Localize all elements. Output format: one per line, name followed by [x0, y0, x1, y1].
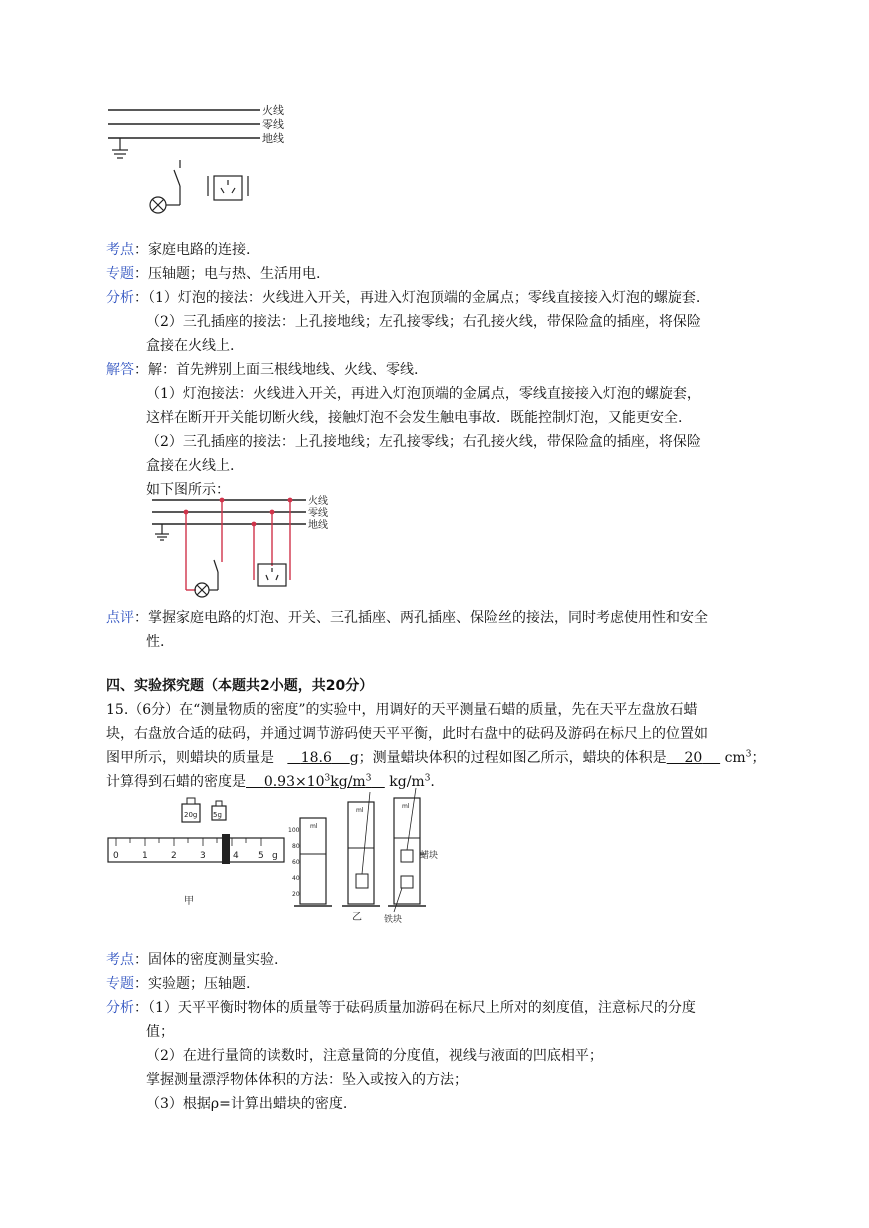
zhuanti-label-2: 专题	[106, 976, 134, 992]
volume-answer: 20	[684, 750, 703, 766]
volume-unit-exp: 3	[745, 749, 752, 760]
jieda-1	[106, 360, 418, 380]
tick-unit: g	[272, 851, 278, 861]
svg-text:20: 20	[292, 891, 300, 898]
live-wire-label-2: 火线	[308, 496, 328, 507]
density-unit: kg/m	[389, 774, 425, 790]
jieda-6: 如下图所示：	[146, 482, 230, 498]
svg-text:ml: ml	[356, 807, 364, 814]
jieda-3: 这样在断开开关能切断火线，接触灯泡不会发生触电事故．既能控制灯泡，又能更安全.	[146, 410, 683, 426]
mass-answer: 18.6	[300, 750, 332, 766]
kaodian-text: ：家庭电路的连接.	[134, 242, 251, 258]
fenxi-2-1	[106, 998, 696, 1018]
svg-text:60: 60	[292, 859, 300, 866]
q15-line-3	[106, 748, 765, 768]
q15-line-3d: ；	[751, 750, 766, 766]
svg-text:ml: ml	[402, 803, 410, 810]
volume-unit: cm	[724, 750, 746, 766]
svg-text:ml: ml	[310, 823, 318, 830]
kaodian-label: 考点	[106, 242, 134, 258]
tick-4: 4	[233, 851, 239, 861]
fenxi-text-1: ：（1）灯泡的接法：火线进入开关，再进入灯泡顶端的金属点；零线直接接入灯泡的螺旋套.	[134, 290, 701, 306]
cylinder-1	[288, 818, 332, 906]
weight-5g-label: 5g	[213, 811, 222, 819]
fenxi-1	[106, 288, 700, 308]
fenxi-label: 分析	[106, 290, 134, 306]
svg-text:80: 80	[292, 843, 300, 850]
neutral-wire-label-2: 零线	[308, 508, 328, 519]
ground-wire-label-2: 地线	[308, 520, 328, 531]
fenxi-2-text-1: ：（1）天平平衡时物体的质量等于砝码质量加游码在标尺上所对的刻度值，注意标尺的分度	[134, 1000, 696, 1016]
cylinder-3	[384, 788, 438, 925]
jieda-2: （1）灯泡接法：火线进入开关，再进入灯泡顶端的金属点，零线直接接入灯泡的螺旋套，	[146, 386, 701, 402]
tick-0: 0	[113, 851, 119, 861]
jieda-4: （2）三孔插座的接法：上孔接地线；左孔接零线；右孔接火线，带保险盒的插座，将保险	[146, 434, 701, 450]
q15-line-3a: 图甲所示，则蜡块的质量是	[106, 750, 274, 766]
q15-line-3b: g；测量蜡块体积的过程如图乙所示，蜡块的体积是	[349, 750, 667, 766]
zhuanti-2	[106, 974, 250, 994]
neutral-wire-label: 零线	[262, 118, 284, 131]
ground-wire-label: 地线	[262, 132, 284, 145]
dianping-text-1: ：掌握家庭电路的灯泡、开关、三孔插座、两孔插座、保险丝的接法，同时考虑使用性和安全	[134, 610, 708, 626]
fenxi-2-2: 值；	[146, 1024, 174, 1040]
kaodian-label-2: 考点	[106, 952, 134, 968]
dianping-2: 性.	[146, 634, 165, 650]
label-wax: 蜡块	[420, 851, 439, 861]
zhuanti-1	[106, 264, 320, 284]
fenxi-2: （2）三孔插座的接法：上孔接地线；左孔接零线；右孔接火线，带保险盒的插座，将保险	[146, 314, 701, 330]
jieda-text-1: ：解：首先辨别上面三根线地线、火线、零线.	[134, 362, 419, 378]
dianping-1	[106, 608, 708, 628]
dianping-label: 点评	[106, 610, 134, 626]
label-iron: 铁块	[384, 915, 403, 925]
q15-line-2: 块，右盘放合适的砝码，并通过调节游码使天平平衡，此时右盘中的砝码及游码在标尺上的位置如	[106, 726, 708, 742]
density-unit-exp: 3	[424, 773, 431, 784]
cylinder-2	[342, 792, 380, 923]
zhuanti-text: ：压轴题；电与热、生活用电.	[134, 266, 321, 282]
circuit-diagram-answer	[146, 492, 366, 600]
fenxi-2-4: 掌握测量漂浮物体体积的方法：坠入或按入的方法；	[146, 1072, 468, 1088]
kaodian-2	[106, 950, 278, 970]
kaodian-1	[106, 240, 250, 260]
svg-text:100: 100	[288, 827, 300, 834]
q15-line-4a: 计算得到石蜡的密度是	[106, 774, 246, 790]
jieda-5: 盒接在火线上.	[146, 458, 235, 474]
zhuanti-label: 专题	[106, 266, 134, 282]
tick-2: 2	[171, 851, 177, 861]
svg-text:40: 40	[292, 875, 300, 882]
label-jia: 甲	[184, 896, 194, 907]
live-wire-label: 火线	[262, 104, 284, 117]
fenxi-3: 盒接在火线上.	[146, 338, 235, 354]
fenxi-label-2: 分析	[106, 1000, 134, 1016]
circuit-diagram-question	[100, 98, 300, 220]
tick-1: 1	[142, 851, 148, 861]
zhuanti-text-2: ：实验题；压轴题.	[134, 976, 251, 992]
density-answer: $0.93\times 10^3kg/m^3$	[263, 773, 372, 790]
weight-20g-label: 20g	[184, 811, 198, 819]
balance-and-cylinders-figure	[104, 788, 444, 926]
q15-line-1: 15.（6分）在“测量物质的密度”的实验中，用调好的天平测量石蜡的质量，先在天平左盘放石蜡	[106, 702, 698, 718]
tick-5: 5	[258, 851, 264, 861]
q15-line-4c: .	[430, 774, 435, 790]
fenxi-2-3: （2）在进行量筒的读数时，注意量筒的分度值，视线与液面的凹底相平；	[146, 1048, 603, 1064]
section-heading: 四、实验探究题（本题共2小题，共20分）	[106, 678, 374, 694]
jieda-label: 解答	[106, 362, 134, 378]
kaodian-text-2: ：固体的密度测量实验.	[134, 952, 279, 968]
label-yi: 乙	[352, 912, 362, 923]
fenxi-2-5: （3）根据ρ=计算出蜡块的密度.	[146, 1096, 348, 1112]
tick-3: 3	[200, 851, 206, 861]
